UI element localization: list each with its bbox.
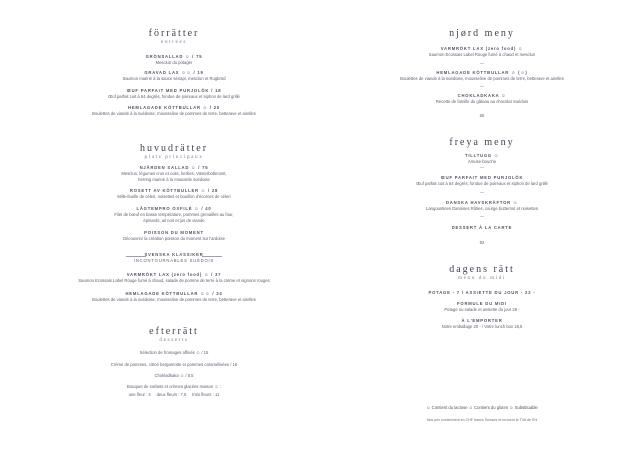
item-desc: Boulettes de viande à la suédoise, mousseline de pommes de terre, betterave et airelles [92,111,256,116]
section-title: huvudrätter [139,143,209,154]
dessert-item [40,362,308,368]
huvudratter-section [40,143,308,161]
menu-item [40,70,308,82]
item-desc: Saumon Ecossais Label Rouge fumé à chaud et mesclun [428,52,536,57]
item-name: GRAVAD LAX ☺☺ / 19 [144,70,204,75]
item-desc: Notre emballage 20 - / Votre lunch box 18,5 [441,324,523,329]
dagens-section [348,264,616,282]
item-desc: Potage ou salade et assiette du jour 28 - [444,307,520,312]
freya-price: 82 [479,240,485,245]
menu-item [348,70,616,82]
dessert-item [40,392,308,398]
menu-item [348,153,616,165]
menu-item [40,165,308,183]
dessert-item [40,384,308,390]
item-desc: Œuf parfait cuit à 64 degrés, fondue de poireaux et siphon de lard grillé [108,94,240,99]
item-name: VARMRÖKT LAX (zero food) ☺ / 37 [126,272,222,277]
menu-item [40,230,308,242]
item-name: HEMLAGADE KÖTTBULLAR ☺☺ / 34 [125,291,223,296]
item-desc: Découvrez la création poisson du moment sur l'ardoise [123,236,225,241]
section-title: efterrätt [149,326,199,337]
classics-heading [40,252,308,264]
item-desc: Amuse-bouche [467,159,497,164]
menu-item [348,46,616,58]
classics-subtitle: INCONTOURNABLES SUÉDOIS [133,258,215,263]
item-name: ŒUF PARFAIT MED PURJOLÖK / 18 [126,88,222,93]
item-desc: herring mariné à la moutarde suédoise [138,177,210,182]
divider [202,256,222,257]
item-desc: épinards, ail noir et jus de viande [143,218,205,223]
item-desc: Bouquet de sorbets et crèmes glacées maison ☺ : [127,384,221,389]
section-title: freya meny [449,137,515,148]
item-name: ŒUF PARFAIT MED PURJOLÖK [440,175,524,180]
section-subtitle: menu du midi [457,275,507,281]
classics-title: SVENSKA KLASSIKER [144,252,204,257]
item-desc: Mesclun, légumes crus et cuits, herbes, Västerbottenost, [121,171,227,176]
item-desc: Saumon mariné à la sauce sénapi, mesclun et Rugbröd [122,76,226,81]
item-desc: Chokladkaka ☺ / 8,5 [154,373,194,378]
item-desc: Saumon Ecossais Label Rouge fumé à chaud, salade de pomme de terre à la crème et oignons rouges [78,278,270,283]
item-desc: Langoustines Danoises Rôties, courge butternut et noisettes [426,206,538,211]
forratter-section [40,28,308,46]
item-name: TILLTUGG ☺ [464,153,500,158]
item-name: FORMULE DU MIDI [457,301,507,306]
item-name: GRÖNSALLAD ☺ / 75 [145,54,203,59]
menu-item [348,301,616,313]
section-subtitle: desserts [159,337,189,343]
item-desc: Filet de bœuf en basse température, pommes grenailles au four, [114,212,234,217]
section-title: förrätter [148,28,200,39]
menu-item [348,318,616,330]
section-subtitle: plats principaux [144,154,204,160]
menu-item [348,290,616,296]
item-desc: Crème de pommes, citron bergamotte et pommes caramélisées / 16 [110,362,238,367]
item-name: LÅGTEMPRO OXFILÉ ☺ / 40 [136,206,212,211]
item-name: POTAGE - 7 / ASSIETTE DU JOUR - 22 - [428,290,536,295]
item-desc: Boulettes de viande à la suédoise, mousseline de pommes de terre, betterave et airelles [92,297,256,302]
menu-item [40,206,308,224]
section-subtitle: entrées [161,39,187,45]
separator: — [479,61,485,66]
menu-item [40,88,308,100]
item-name: ROSETT AV KÖTTBULLER ☺ / 28 [129,188,219,193]
item-name: CHOKLADKAKA ☺ [457,93,507,98]
menu-item [40,105,308,117]
menu-item [40,291,308,303]
item-name: HEMLAGADE KÖTTBULLAR ☺ (☺) [436,70,528,75]
menu-item [348,225,616,231]
allergen-legend: ☺ Contient du lactose ☺ Contient du gluten ☺ Substituable [426,405,538,410]
item-name: HEMLAGADE KÖTTBULLAR ☺ / 20 [128,105,220,110]
section-title: dagens rätt [449,264,515,275]
item-desc: Mesclun du potager [155,60,193,65]
separator: — [479,190,485,195]
item-desc: Mille-feuille de céleri, noisettes et bouillon d'écorces de céleri [117,194,231,199]
menu-item [348,175,616,187]
item-name: À L'EMPORTER [461,318,503,323]
item-desc: une fleur : 4 deux fleurs : 7,5 trois fleurs : 11 [128,392,220,397]
menu-item [40,272,308,284]
menu-item [40,188,308,200]
dessert-item [40,373,308,379]
item-name: DESSERT À LA CARTE [451,225,513,230]
item-name: VARMRÖKT LAX (zero food) ☺ [440,46,524,51]
dessert-item [40,350,308,356]
item-name: NJÅRDEN SALLAD ☺ / 75 [139,165,209,170]
item-desc: Boulettes de viande à la suédoise, mousseline de pommes de terre, betterave et airelles [400,76,564,81]
price-footnote: Nos prix contiennent en CHF francs Suisses et incluent la TVA de 8% [426,418,538,422]
menu-item [40,54,308,66]
divider [126,256,146,257]
item-desc: Recette de famille du gâteau au chocolat Suédois [435,99,529,104]
item-desc: Sélection de fromages affinés ☺ / 15 [139,350,209,355]
item-name: DANSKA HAVSKRÄFTOR ☺ [445,200,519,205]
menu-item [348,93,616,105]
freya-section [348,137,616,148]
njord-section [348,28,616,39]
separator: — [479,165,485,170]
section-title: njørd meny [449,28,515,39]
efterratt-section [40,326,308,344]
njord-price: 60 [479,113,485,118]
separator: — [479,214,485,219]
menu-item [348,200,616,212]
item-name: POISSON DU MOMENT [144,230,204,235]
separator: — [479,84,485,89]
item-desc: Œuf parfait cuit à 64 degrés, fondue de poireaux et siphon de lard grillé [416,181,548,186]
